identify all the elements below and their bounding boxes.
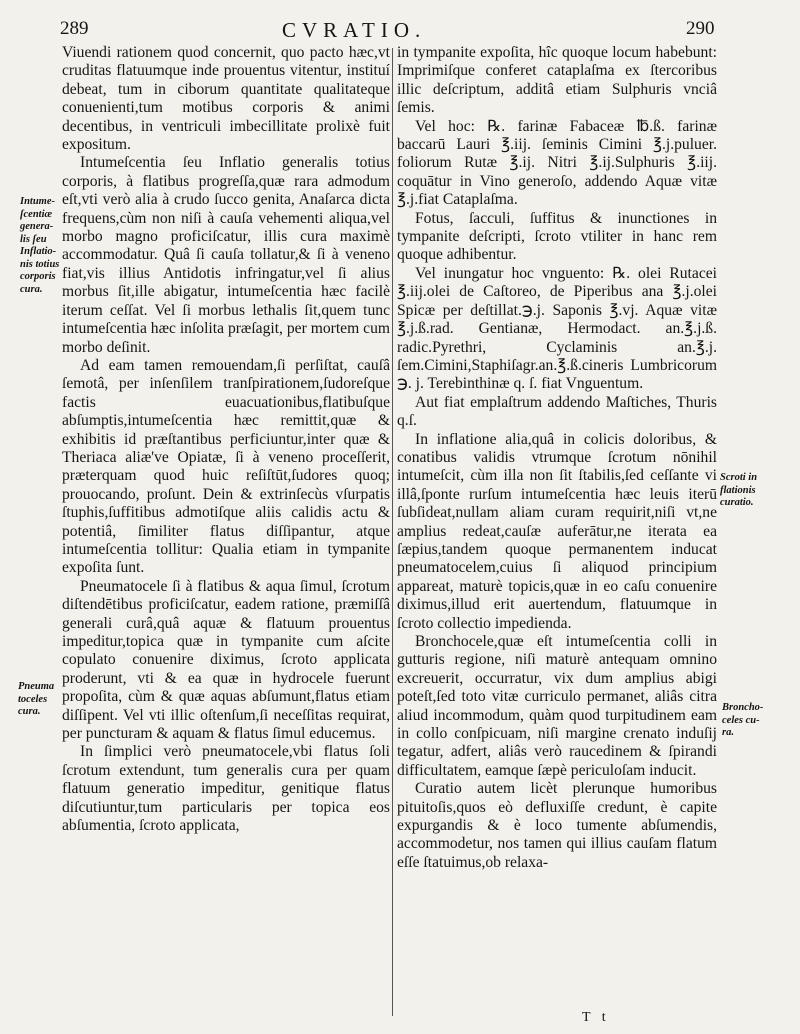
marginal-note-general-inflation: Intume- ſcentiæ genera- lis ſeu Inflatio- nis totius corporis cura. (20, 196, 60, 295)
page-number-right: 290 (686, 18, 715, 39)
left-column (62, 44, 390, 835)
paragraph: Viuendi rationem quod concernit, quo pacto hæc,vt cruditas flatuumque inde prouentus vitentur, instituí debeat, tum in ciborum quantitate qualitateque conuenienti,tum motibus corporis & animi decentibus, in ventriculi imbecillitate prolixè fuit expositum. (62, 44, 390, 154)
paragraph: Bronchocele,quæ eſt intumeſcentia colli in gutturis regione, niſi maturè antequam omnino excreuerit, occurratur, vix dum amplius abigi poteſt,ſed toto vitæ curriculo permanet, aliâs citra aliud incommodum, quàm quod turpitudinem eam in collo conſpicuam, niſi margine crenato induſij tegatur, adfert, aliâs verò raucedinem & ſpirandi difficultatem, eamque ſæpè periculoſam inducit. (397, 633, 717, 779)
marginal-note-bronchocele: Broncho- celes cu- ra. (722, 702, 764, 738)
page-number-left: 289 (60, 18, 89, 39)
paragraph: In inflatione alia,quâ in colicis doloribus, & conatibus validis vtrumque ſcrotum nōnihil intumeſcit, cùm illa non ſit ſtabilis,ſed ceſſante vi illâ,ſponte rurſum intumeſcentia hæc leuis iterū ſubſideat,nullam aliam curam requirit,niſi vt,ne amplius redeat,cauſæ auferātur,ne iterata ea ſæpius,tandem quoque permanentem inducat pneumatocelem,cuius ſi aliquod principium appareat, maturè topicis,quæ in eo caſu conuenire diximus,illud erit auertendum, flatuumque in ſcroto collectio impedienda. (397, 430, 717, 632)
paragraph: Fotus, ſacculi, ſuffitus & inunctiones in tympanite deſcripti, ſcroto vtiliter in hanc rem quoque adhibentur. (397, 209, 717, 264)
paragraph: in tympanite expoſita, hîc quoque locum habebunt: Imprimiſque conferet cataplaſma ex ſtercoribus illic deſcriptum, additâ etiam Sulphuris vnciâ ſemis. (397, 44, 717, 117)
paragraph: Curatio autem licèt plerunque humoribus pituitoſis,quos eò defluxiſſe credunt, è capite expurgandis & è loco tumente abſumendis, accommodetur, nos tamen qui illius cauſam flatum eſſe ſtatuimus,ob relaxa- (397, 780, 717, 871)
paragraph: Pneumatocele ſi à flatibus & aqua ſimul, ſcrotum diſtendētibus proficiſcatur, eadem ratione, præmiſſâ generali curâ,quâ aquæ & flatuum prouentus impeditur,topica quæ in tympanite cum aſcite copulato conuenire diximus, ſcroto applicata proderunt, vti & ea quæ in hydrocele fuerunt propoſita, cùm & quæ aquas abſumunt,flatus etiam diſſipent. Vel vti illic oſtenſum,ſi neceſſitas requirat, per puncturam & aquam & flatus ſimul educemus. (62, 577, 390, 743)
right-column (397, 44, 717, 872)
paragraph: Vel hoc: ℞. farinæ Fabaceæ ℔.ß. farinæ baccarū Lauri ℥.iij. ſeminis Cimini ℥.j.puluer. foliorum Rutæ ℥.ij. Nitri ℥.ij.Sulphuris ℥.iij. coquātur in Vino generoſo, addendo Aquæ vitæ ℥.j.fiat Cataplaſma. (397, 117, 717, 209)
marginal-note-pneumatocele: Pneuma toceles cura. (18, 681, 55, 717)
column-divider (392, 48, 393, 1016)
running-title: CVRATIO. (282, 18, 427, 42)
paragraph: Ad eam tamen remouendam,ſi perſiſtat, cauſâ ſemotâ, per inſenſilem tranſpirationem,ſudoreſque factis euacuationibus,flatibuſque abſumptis,intumeſcentia hæc remittit,quæ & exhibitis id præſtantibus perficiuntur,inter quæ & Theriaca aliæ've Opiatæ, ſi à veneno proceſſerit, præterquam quod huic reſiſtūt,ſudores quoq; prouocando, proſunt. Dein & extrinſecùs vſurpatis ſtuphis,ſuffitibus admotiſque aliis calidis actu & potentiâ, ſimiliter flatus diſſipantur, atque intumeſcentia tollitur: Qualia etiam in tympanite expoſita ſunt. (62, 356, 390, 577)
paragraph: Aut fiat emplaſtrum addendo Maſtiches, Thuris q.ſ. (397, 393, 717, 430)
signature-mark: T t (582, 1010, 610, 1025)
paragraph: Vel inungatur hoc vnguento: ℞. olei Rutacei ℥.iij.olei de Caſtoreo, de Piperibus ana ℥.j.olei Spicæ per deſtillat.℈.j. Saponis ℥.vj. Aquæ vitæ ℥.j.ß.rad. Gentianæ, Hermodact. an.℥.j.ß. radic.Pyrethri, Cyclaminis an.℥.j. ſem.Cimini,Staphiſagr.an.℥.ß.cineris Lumbricorum ℈. j. Terebinthinæ q. ſ. fiat Vnguentum. (397, 264, 717, 393)
paragraph: In ſimplici verò pneumatocele,vbi flatus ſoli ſcrotum extendunt, tum generalis cura per quam flatuum generatio impeditur, genitique flatus diſcutiuntur,tum particularis per topica eos abſumentia, ſcroto applicata, (62, 743, 390, 835)
paragraph: Intumeſcentia ſeu Inflatio generalis totius corporis, à flatibus progreſſa,quæ rara admodum eſt,vti verò alia à crudo ſucco genita, Anaſarca dicta frequens,cùm non niſi à cauſa vehementi aliqua,vel morbo magno proficiſcatur, illis cura maximè accommodatur. Quâ ſi cauſa tollatur,& ſi à veneno fiat,vis illius Antidotis infringatur,vel ſi alius morbus ſit,ille abigatur, intumeſcentia hæc facilè iterum ceſſat. Vel ſi morbus lethalis ſit,quem tunc intumeſcentia hæc inſolita præſagit, per mortem cum morbo deſinit. (62, 154, 390, 356)
marginal-note-scrotal-inflation: Scroti in flationis curatio. (720, 472, 758, 508)
